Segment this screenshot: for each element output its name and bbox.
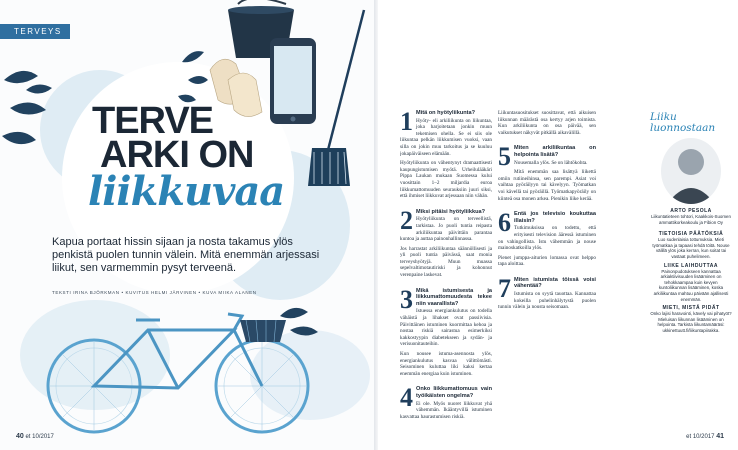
question-block [400,386,492,423]
question-number: 1 [400,110,413,136]
answer-text: Istuessa energiankulutus on todella vähäistä ja lihakset ovat passiivisia. Päivittäinen istuminen kuormittaa kehoa ja nostaa riskiä sairastua esimerkiksi kakkostyypin diabetekseen ja sydän- ja verisuonitauteihin. [400,308,492,348]
answer-text: Liikuntasuositukset suosittavat, että aikuisen liikunnan määrästä osa kertyy arjen toimista. Kun arkiliikunta on osa päivää, sen vaikutukset näkyvät pitkällä aikavälillä. [498,110,596,136]
issue-number: 10/2017 [692,434,715,440]
answer-text: Hyöty- eli arkiliikunta on liikuntaa, joka harjoitetaan jonkin muun tekemisen ohella. Se ei siis ole liikuntaa pelkän liikkumisen vuoksi, vaan silla on jokin muu tarkoitus ja se kuuluu jokapäiväiseen elämään. [400,117,492,157]
article-column-1 [400,110,492,429]
tip-text: Onko lajisi haravointi, kävely vai pihatyöt? Mieluisan liikunnan lisääminen on helpointa. Tarkista liikuntamääräsi: ukkinettuutt.fi/liikuntapiirakka. [650,311,732,333]
answer-text: Mitä enemmän saa lisättyä liikettä omiin rutiineihinsa, sen parempi. Asiat voi vaihtaa pyöräilyyn tai kävelyyn. Työmatkan voi kävellä tai pyöräillä. Työmatkapyöräily on kiinteä osa monen arkea. Pienikin liike kerää. [498,169,596,202]
tip-text: Painonpudotukseen kannattaa arkiaktiivisuuden lisääminen on tehokkaampaa kuin kevyen kuntoliikunnan lisääminen, koska arkiliikuntaa mahtuu päivään ajallisesti enemmän. [653,268,729,302]
magazine-name: et [686,434,692,440]
bicycle-icon [28,306,328,436]
page-folio-left [16,433,54,440]
answer-text: Jos harrastat arkiliikuntaa säännöllisesti ja yli puoli tuntia päivässä, saat monia terveyshyötyjä. Muun muassa sepelvaltimotautiriski ja kohonnut verenpaine laskevat. [400,245,492,279]
tip-heading: LIIKE LAIHDUTTAA [663,262,718,269]
expert-name: ARTO PESOLA [670,208,712,214]
expert-sidebar [650,112,732,337]
question-heading: Mitä on hyötyliikunta? [416,110,476,116]
tip-text: Luo sudenlaisia tottumuksia. Mieti työmatkaa ja tapaasi tehdä töitä. Nouse välillä ylös joka kerran, kun soitat tai vastaat puhelimeen. [652,237,730,259]
section-tag: TERVEYS [0,24,70,39]
headline-line-2: ARKI ON [100,134,254,176]
question-block [498,110,596,139]
question-heading: Miksi pitäisi hyötyliikkua? [416,208,486,215]
leaf-branch-icon [280,308,318,336]
answer-text: Nousemalla ylös. Se on lähtökohta. [514,159,588,166]
broom-icon [308,10,364,186]
headline-script: liikkuvaa [88,168,285,215]
bicycle-frame [94,314,262,388]
leaf-branch-icon [178,51,208,102]
tip-heading: TIETOISIA PÄÄTÖKSIÄ [658,231,724,238]
sidebar-title: Liiku luonnostaan [650,111,716,134]
page-number: 40 [16,433,24,440]
question-block [400,288,492,381]
question-number: 7 [498,276,511,303]
question-heading: Mikä istumisesta ja liikkumattomuudesta tekee niin vaarallista? [416,287,492,307]
answer-text: Kun nousee istuma-asennosta ylös, energiankulutus kasvaa välittömästi. Seisominen kuluttaa liki kaksi kertaa enemmän energiaa kuin istuminen. [400,351,492,377]
question-heading: Onko liikkumattomuus vain työikäisten ongelma? [416,386,492,399]
question-block [498,211,596,271]
question-number: 3 [400,287,413,314]
expert-portrait [661,138,721,204]
phone-icon [270,38,316,124]
tip-heading: MIETI, MISTÄ PIDÄT [662,305,720,312]
answer-text: Istumista on syytä tauottaa. Kannattaa kokeilla puhelinhälytystä puolen tunnin välein ja nousta seisomaan. [498,291,596,311]
expert-role: Liikuntatieteen tohtori, Kaakkois-Suomen ammattikorkeakoulu ja Fibion Oy [651,214,731,225]
question-heading: Miten istumista töissä voisi vähentää? [514,276,596,290]
question-heading: Entä jos televisio koukuttaa illaisin? [514,211,596,224]
person-icon [661,138,721,204]
magazine-name: et [25,434,31,440]
headline-line-1: TERVE [92,100,214,142]
question-number: 5 [498,145,511,172]
question-block [498,277,596,314]
credits: TEKSTI IRINA BJÖRKMAN • KUVITUS HELMI JÄRVINEN • KUVA MIIKA ALANEN [52,290,257,295]
article-column-2 [498,110,596,320]
question-heading: Miten arkiliikuntaa on helpointa lisätä? [514,145,596,158]
page-number: 41 [716,433,724,440]
answer-text: Pienet jumppa-aiturien lomassa ovat helppo tapa aloittaa. [498,254,596,268]
leaf-branch-icon [0,60,80,170]
answer-text: Hyötyliikunta on vähentynyt dramaattisesti kaupungistumisen myötä. Urheilulääkäri Pippa Laukan mukaan Suomessa kului vuosittain 1–2 miljardia euroa liikkumattomuuden seurauksiin juuri siksi, että ihmiset liikkuvat arjessaan niin vähän. [400,160,492,200]
question-number: 4 [400,386,413,413]
question-block [400,110,492,203]
gloves-icon [210,59,262,116]
question-block [400,209,492,282]
question-number: 2 [400,208,413,235]
page-folio-right [686,433,724,440]
answer-text: Ei ole. Myös nuoret liikkuvat yhä vähemmän. Ikääntyvillä istuminen kasvattaa haurastumisen riskiä. [400,400,492,420]
basket-icon [240,320,286,342]
answer-text: Tutkimuksissa on todettu, että erityisesti television ääressä istuminen on vahingollista. Istu vähemmän ja nouse mainoskatkoilla ylös. [498,225,596,252]
issue-number: 10/2017 [32,434,54,440]
lead-paragraph: Kapua portaat hissin sijaan ja nosta takamus ylös penkistä puolen tunnin välein. Mitä enemmän arjessasi liikut, sen varmemmin pysyt terveenä. [52,236,320,274]
right-page [378,0,738,450]
question-number: 6 [498,211,511,238]
answer-text: Hyötyliikunta on terveellistä, tarkistaa. Jo puoli tuntia reipasta arkiliikuntaa päivittäin parantaa kuntoa ja auttaa painonhallinnassa. [400,216,492,243]
question-block [498,145,596,205]
